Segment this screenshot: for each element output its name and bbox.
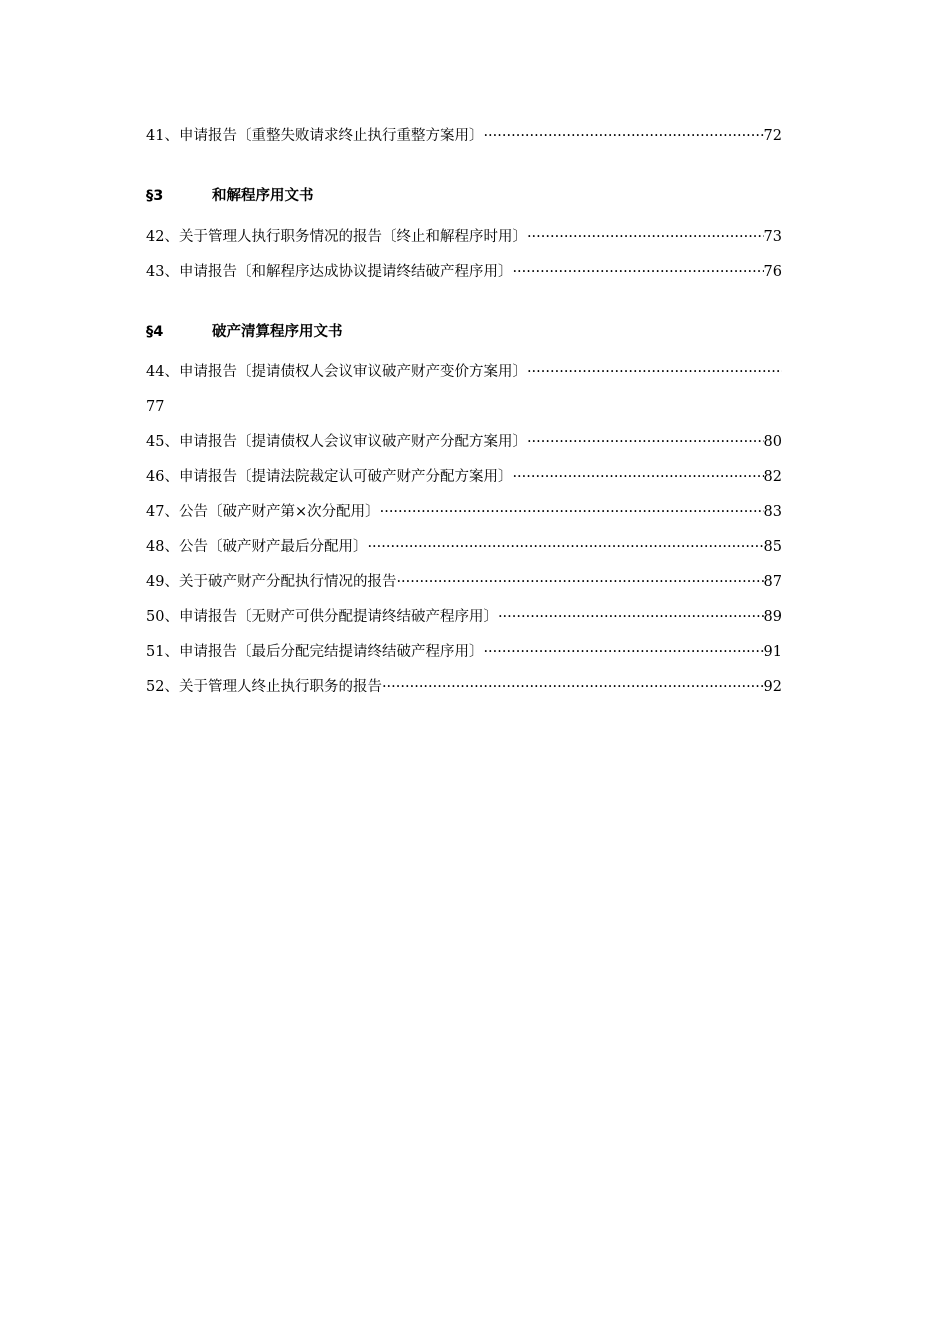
- toc-entry-50[interactable]: [146, 607, 782, 627]
- dot-leader: [527, 227, 764, 247]
- dot-leader: [512, 262, 763, 282]
- section-number: §4: [146, 324, 164, 340]
- toc-page-number: 87: [763, 574, 782, 590]
- toc-entry-text: 46、申请报告〔提请法院裁定认可破产财产分配方案用〕: [146, 469, 513, 485]
- dot-leader: [498, 607, 764, 627]
- toc-page-number: 91: [763, 644, 782, 660]
- toc-page-number: 89: [763, 609, 782, 625]
- toc-page-number: 85: [763, 539, 782, 555]
- toc-entry-text: 51、申请报告〔最后分配完结提请终结破产程序用〕: [146, 644, 484, 660]
- toc-entry-41[interactable]: [146, 126, 782, 146]
- toc-entry-42[interactable]: [146, 227, 782, 247]
- toc-entry-text: 41、申请报告〔重整失败请求终止执行重整方案用〕: [146, 128, 484, 144]
- toc-page-number[interactable]: 77: [146, 399, 165, 415]
- toc-page-number: 72: [763, 128, 782, 144]
- toc-page-number: 83: [763, 504, 782, 520]
- dot-leader: [527, 362, 782, 382]
- toc-entry-43[interactable]: [146, 262, 782, 282]
- toc-entry-48[interactable]: [146, 537, 782, 557]
- section-title: 破产清算程序用文书: [212, 324, 343, 340]
- toc-entry-46[interactable]: [146, 467, 782, 487]
- toc-entry-text: 48、公告〔破产财产最后分配用〕: [146, 539, 368, 555]
- toc-entry-text: 42、关于管理人执行职务情况的报告〔终止和解程序时用〕: [146, 229, 527, 245]
- toc-entry-44[interactable]: [146, 362, 782, 382]
- toc-entry-text: 44、申请报告〔提请债权人会议审议破产财产变价方案用〕: [146, 364, 527, 380]
- toc-page-number: 82: [763, 469, 782, 485]
- toc-page-number: 92: [763, 679, 782, 695]
- toc-entry-51[interactable]: [146, 642, 782, 662]
- section-heading-3: [146, 186, 314, 206]
- toc-entry-text: 49、关于破产财产分配执行情况的报告: [146, 574, 397, 590]
- dot-leader: [382, 677, 764, 697]
- dot-leader: [512, 467, 763, 487]
- dot-leader: [380, 502, 764, 522]
- toc-entry-text: 52、关于管理人终止执行职务的报告: [146, 679, 382, 695]
- section-title: 和解程序用文书: [212, 188, 314, 204]
- section-heading-4: [146, 322, 343, 342]
- toc-entry-47[interactable]: [146, 502, 782, 522]
- toc-entry-text: 43、申请报告〔和解程序达成协议提请终结破产程序用〕: [146, 264, 513, 280]
- toc-page-number: 76: [763, 264, 782, 280]
- toc-entry-text: 50、申请报告〔无财产可供分配提请终结破产程序用〕: [146, 609, 498, 625]
- toc-entry-text: 47、公告〔破产财产第×次分配用〕: [146, 504, 380, 520]
- toc-page-number: 80: [763, 434, 782, 450]
- section-number: §3: [146, 188, 164, 204]
- dot-leader: [396, 572, 763, 592]
- toc-page-number: 73: [763, 229, 782, 245]
- dot-leader: [367, 537, 763, 557]
- toc-entry-text: 45、申请报告〔提请债权人会议审议破产财产分配方案用〕: [146, 434, 527, 450]
- dot-leader: [483, 126, 763, 146]
- dot-leader: [527, 432, 764, 452]
- toc-entry-49[interactable]: [146, 572, 782, 592]
- toc-entry-52[interactable]: [146, 677, 782, 697]
- toc-entry-45[interactable]: [146, 432, 782, 452]
- dot-leader: [483, 642, 763, 662]
